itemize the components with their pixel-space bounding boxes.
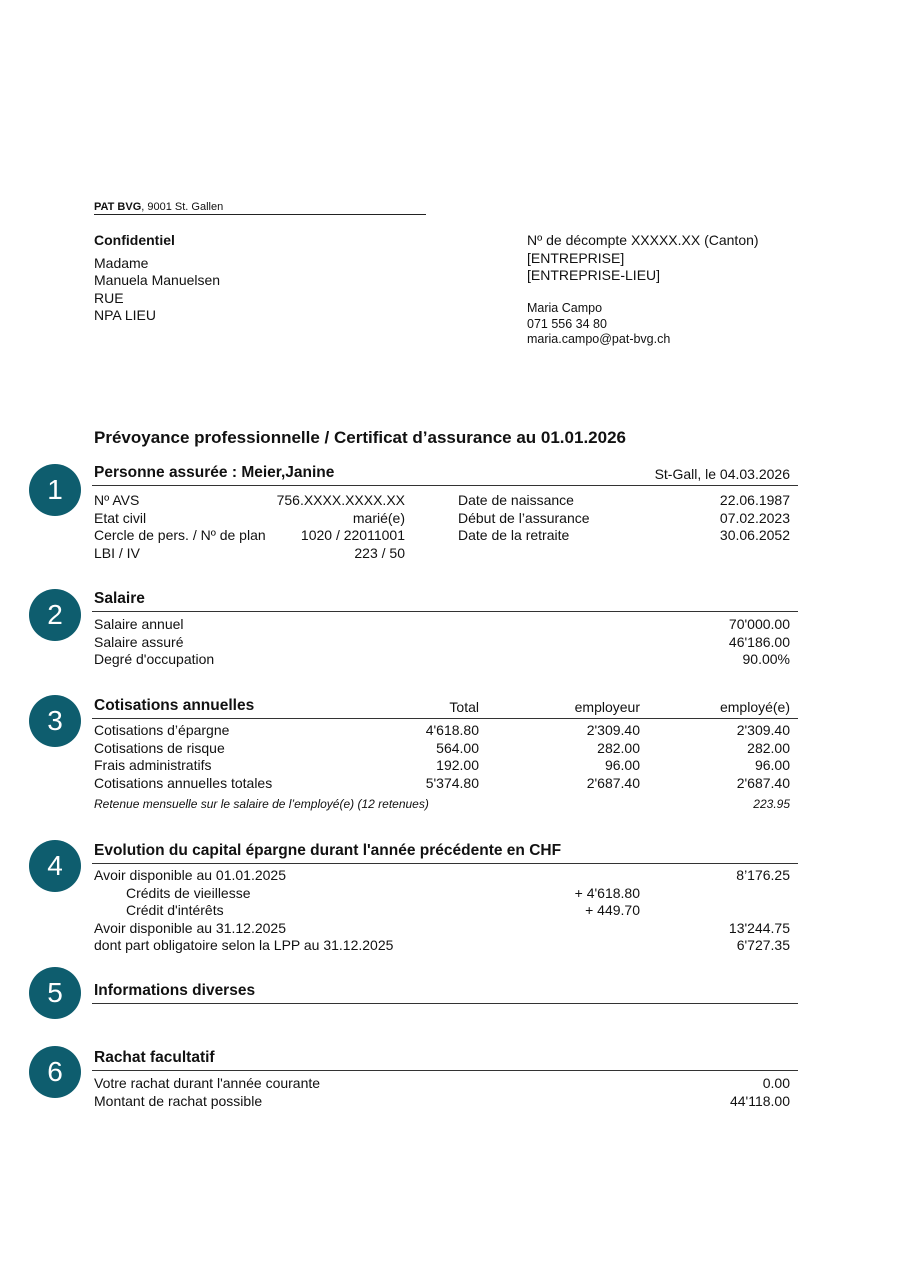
data-row bbox=[94, 634, 790, 652]
row-label: Montant de rachat possible bbox=[94, 1092, 263, 1109]
row-label: Votre rachat durant l'année courante bbox=[94, 1075, 321, 1091]
data-row bbox=[94, 885, 790, 903]
recipient-address bbox=[94, 232, 220, 325]
contact-name: Maria Campo bbox=[527, 301, 603, 315]
table-row bbox=[94, 740, 790, 758]
data-row bbox=[94, 1075, 790, 1093]
cell-employee: 2'309.40 bbox=[736, 722, 790, 738]
section-title: Salaire bbox=[94, 590, 145, 607]
row-label: Crédits de vieillesse bbox=[126, 884, 251, 901]
field-value: 07.02.2023 bbox=[719, 509, 790, 526]
field-label: Etat civil bbox=[94, 509, 147, 526]
table-row bbox=[94, 722, 790, 740]
field-label: Date de la retraite bbox=[458, 527, 570, 543]
field-value: marié(e) bbox=[352, 509, 405, 526]
cell-employer: 282.00 bbox=[597, 739, 640, 756]
data-row bbox=[94, 920, 790, 938]
data-row bbox=[94, 616, 790, 634]
address-line: NPA LIEU bbox=[94, 307, 156, 323]
field-label: Degré d'occupation bbox=[94, 651, 215, 667]
row-value: 8’176.25 bbox=[736, 867, 790, 883]
field-value: 1020 / 22011001 bbox=[300, 527, 405, 543]
field-value: 22.06.1987 bbox=[719, 492, 790, 508]
table-row bbox=[94, 775, 790, 793]
field-label: Salaire assuré bbox=[94, 633, 184, 650]
reference-line: [ENTREPRISE] bbox=[527, 249, 625, 266]
address-line: Manuela Manuelsen bbox=[94, 272, 221, 288]
field-value: 90.00% bbox=[742, 651, 790, 667]
row-value: 13'244.75 bbox=[728, 919, 790, 936]
row-mid-value: + 4'618.80 bbox=[574, 884, 640, 901]
field-value: 756.XXXX.XXXX.XX bbox=[276, 492, 405, 508]
section-title: Cotisations annuelles bbox=[94, 697, 255, 714]
data-row bbox=[94, 867, 790, 885]
field-value: 30.06.2052 bbox=[719, 527, 790, 543]
row-mid-value: + 449.70 bbox=[585, 902, 640, 918]
contact-block bbox=[527, 301, 670, 348]
field-value: 46'186.00 bbox=[728, 633, 790, 650]
reference-line: [ENTREPRISE-LIEU] bbox=[527, 267, 661, 283]
contact-email: maria.campo@pat-bvg.ch bbox=[527, 332, 671, 346]
cell-employee: 282.00 bbox=[747, 739, 790, 756]
row-label: Avoir disponible au 01.01.2025 bbox=[94, 867, 287, 883]
section-title: Personne assurée : Meier,Janine bbox=[94, 464, 335, 481]
table-row bbox=[94, 757, 790, 775]
row-label: Cotisations de risque bbox=[94, 739, 225, 756]
data-row bbox=[94, 510, 790, 528]
field-value: 70'000.00 bbox=[728, 616, 790, 632]
reference-line: Nº de décompte XXXXX.XX (Canton) bbox=[527, 232, 759, 248]
field-label: Date de naissance bbox=[458, 492, 574, 508]
field-label: Salaire annuel bbox=[94, 616, 184, 632]
data-row bbox=[94, 492, 790, 510]
data-row bbox=[94, 545, 790, 563]
column-header-employee: employé(e) bbox=[719, 699, 790, 715]
cell-total: 192.00 bbox=[436, 757, 479, 773]
field-label: Cercle de pers. / Nº de plan bbox=[94, 527, 266, 543]
sender-location: , 9001 St. Gallen bbox=[141, 201, 224, 213]
data-row bbox=[94, 937, 790, 955]
section-title: Rachat facultatif bbox=[94, 1049, 215, 1066]
cell-total: 564.00 bbox=[436, 739, 479, 756]
address-line: RUE bbox=[94, 289, 124, 306]
section-number-badge: 5 bbox=[29, 967, 81, 1019]
reference-block bbox=[527, 232, 759, 285]
section-number-badge: 6 bbox=[29, 1046, 81, 1098]
row-label: Crédit d'intérêts bbox=[126, 902, 224, 918]
row-label: dont part obligatoire selon la LPP au 31.12.2025 bbox=[94, 937, 394, 953]
section-header bbox=[92, 463, 798, 486]
section-title: Evolution du capital épargne durant l'année précédente en CHF bbox=[94, 842, 562, 859]
cell-employer: 2'687.40 bbox=[586, 774, 640, 791]
section-title: Informations diverses bbox=[94, 982, 256, 999]
section-header bbox=[92, 1048, 798, 1071]
section-number-badge: 3 bbox=[29, 695, 81, 747]
cell-employee: 2'687.40 bbox=[736, 774, 790, 791]
confidential-label: Confidentiel bbox=[94, 232, 175, 248]
row-label: Frais administratifs bbox=[94, 757, 212, 773]
row-value: 6'727.35 bbox=[736, 937, 790, 953]
section-header bbox=[92, 841, 798, 864]
cell-employer: 2'309.40 bbox=[586, 722, 640, 738]
contact-phone: 071 556 34 80 bbox=[527, 316, 607, 331]
section-number-badge: 1 bbox=[29, 464, 81, 516]
section-header bbox=[92, 981, 798, 1004]
note-text: Retenue mensuelle sur le salaire de l’employé(e) (12 retenues) bbox=[94, 797, 429, 811]
field-value: 223 / 50 bbox=[354, 544, 405, 561]
section-number-badge: 4 bbox=[29, 840, 81, 892]
row-label: Avoir disponible au 31.12.2025 bbox=[94, 919, 287, 936]
column-header-employer: employeur bbox=[574, 699, 640, 715]
page-title: Prévoyance professionnelle / Certificat d’assurance au 01.01.2026 bbox=[94, 428, 626, 447]
sender-line bbox=[94, 201, 426, 215]
data-row bbox=[94, 1093, 790, 1111]
monthly-deduction-note bbox=[94, 796, 790, 814]
cell-employee: 96.00 bbox=[754, 757, 790, 773]
cell-total: 4'618.80 bbox=[425, 722, 479, 738]
column-header-total: Total bbox=[449, 699, 479, 715]
place-date: St-Gall, le 04.03.2026 bbox=[654, 466, 790, 482]
field-label: Début de l’assurance bbox=[458, 509, 590, 526]
section-header bbox=[92, 589, 798, 612]
data-row bbox=[94, 902, 790, 920]
field-label: Nº AVS bbox=[94, 492, 140, 508]
data-row bbox=[94, 651, 790, 669]
note-value: 223.95 bbox=[753, 797, 790, 811]
row-value: 44'118.00 bbox=[729, 1092, 790, 1109]
sender-company: PAT BVG bbox=[94, 201, 142, 213]
cell-total: 5'374.80 bbox=[425, 774, 479, 791]
row-label: Cotisations annuelles totales bbox=[94, 774, 273, 791]
section-header bbox=[92, 696, 798, 719]
address-line: Madame bbox=[94, 254, 149, 271]
section-number-badge: 2 bbox=[29, 589, 81, 641]
row-label: Cotisations d’épargne bbox=[94, 722, 230, 738]
row-value: 0.00 bbox=[762, 1075, 790, 1091]
data-row bbox=[94, 527, 790, 545]
field-label: LBI / IV bbox=[94, 544, 140, 561]
cell-employer: 96.00 bbox=[604, 757, 640, 773]
